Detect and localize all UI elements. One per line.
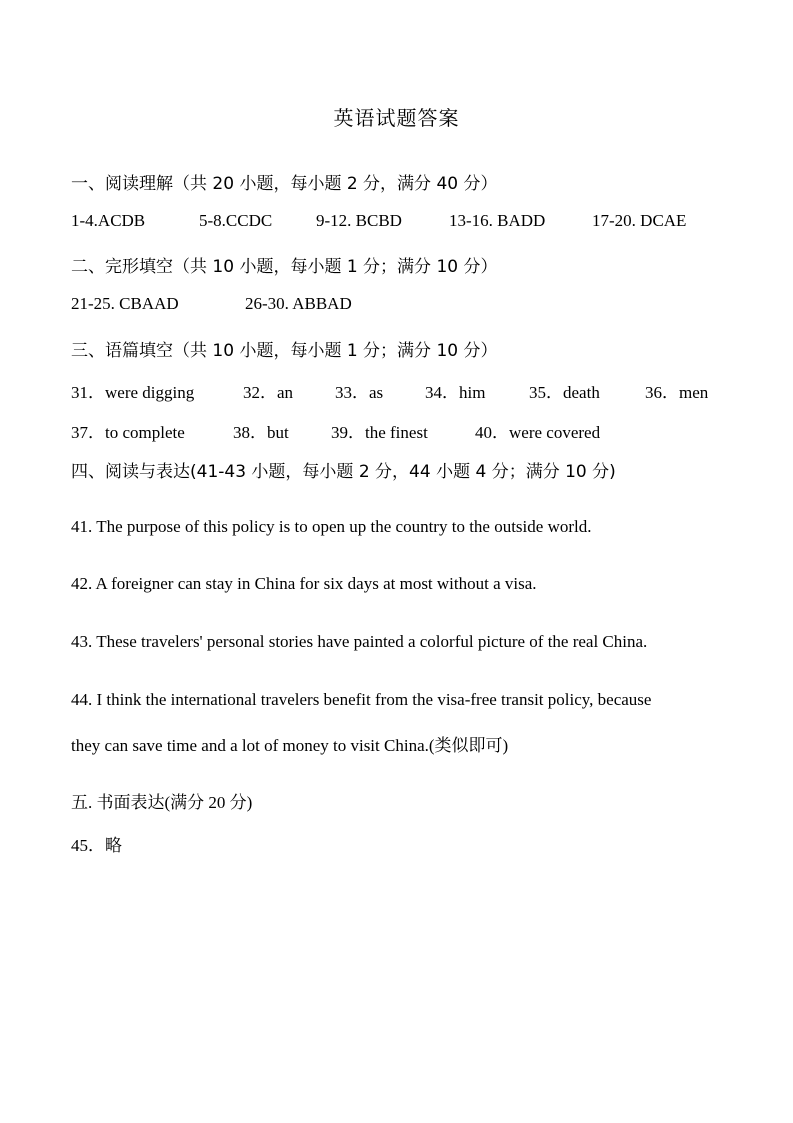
- answer-42: 42. A foreigner can stay in China for six days at most without a visa.: [71, 574, 537, 593]
- answer-item: 26-30. ABBAD: [245, 294, 352, 313]
- answer-item: 32．an: [243, 383, 294, 402]
- answer-item: 31．were digging: [71, 383, 195, 402]
- answer-row-cloze: [71, 294, 471, 316]
- section-heading-writing: 五. 书面表达(满分 20 分): [71, 793, 253, 812]
- answer-row-reading: [71, 211, 731, 233]
- section-heading-passage-fill: 三、语篇填空（共 10 小题，每小题 1 分；满分 10 分）: [71, 341, 498, 361]
- answer-item: 9-12. BCBD: [316, 211, 402, 230]
- page-title: 英语试题答案: [333, 106, 460, 130]
- answer-44-line-2: they can save time and a lot of money to visit China.(类似即可): [71, 736, 509, 755]
- answer-item: 39．the finest: [331, 423, 428, 442]
- answer-item: 40．were covered: [475, 423, 601, 442]
- answer-row-passage-2: [71, 418, 671, 440]
- answer-item: 1-4.ACDB: [71, 211, 146, 230]
- answer-item: 37．to complete: [71, 423, 185, 442]
- section-heading-reading: 一、阅读理解（共 20 小题，每小题 2 分，满分 40 分）: [71, 174, 498, 194]
- answer-item: 35．death: [529, 383, 600, 402]
- answer-item: 36．men: [645, 383, 709, 402]
- answer-item: 13-16. BADD: [449, 211, 546, 230]
- answer-item: 17-20. DCAE: [592, 211, 687, 230]
- answer-41: 41. The purpose of this policy is to open up the country to the outside world.: [71, 517, 592, 536]
- answer-item: 21-25. CBAAD: [71, 294, 179, 313]
- answer-item: 38．but: [233, 423, 289, 442]
- answer-43: 43. These travelers' personal stories have painted a colorful picture of the real China.: [71, 632, 648, 651]
- answer-45: 45．略: [71, 836, 122, 855]
- answer-item: 33．as: [335, 383, 384, 402]
- section-heading-reading-expression: 四、阅读与表达(41-43 小题，每小题 2 分，44 小题 4 分；满分 10 分): [71, 462, 616, 482]
- answer-44-line-1: 44. I think the international travelers benefit from the visa-free transit policy, because: [71, 690, 652, 709]
- section-heading-cloze: 二、完形填空（共 10 小题，每小题 1 分；满分 10 分）: [71, 257, 498, 277]
- answer-item: 34．him: [425, 383, 486, 402]
- answer-item: 5-8.CCDC: [199, 211, 273, 230]
- answer-row-passage-1: [71, 378, 731, 400]
